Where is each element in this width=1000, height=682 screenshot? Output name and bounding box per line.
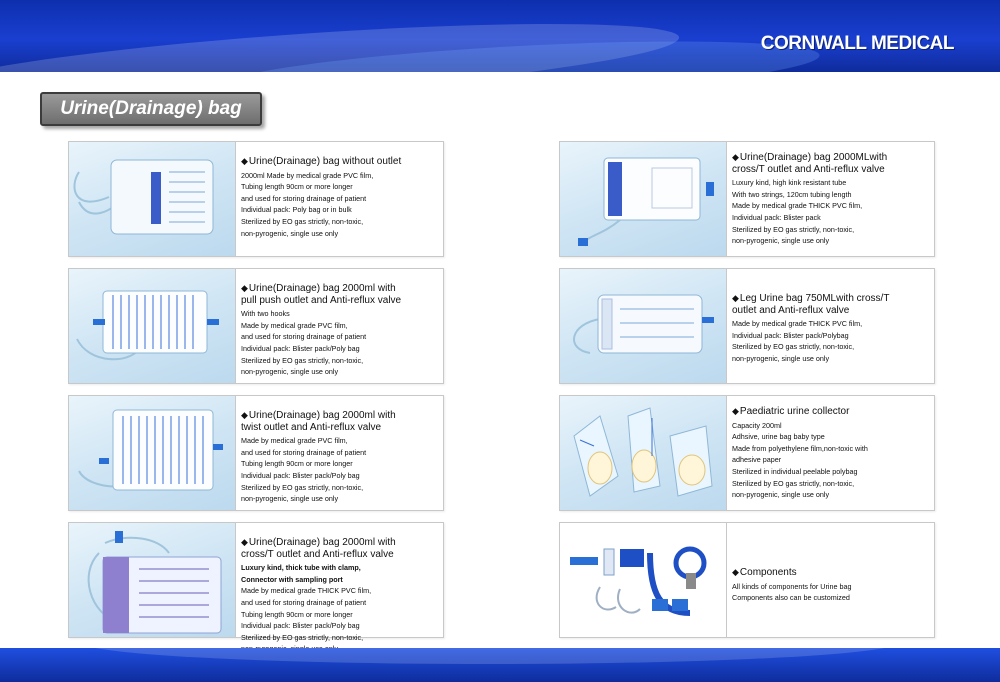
footer-band: [0, 648, 1000, 682]
spec-line: and used for storing drainage of patient: [241, 597, 367, 607]
product-image-leg-bag: [560, 269, 727, 383]
spec-line: Individual pack: Blister pack/Poly bag: [241, 470, 360, 480]
spec-line: Sterilized by EO gas strictly, non-toxic,: [732, 478, 855, 488]
spec-line: Made by medical grade THICK PVC film,: [732, 201, 863, 211]
spec-line: and used for storing drainage of patient: [241, 447, 367, 457]
section-title: Urine(Drainage) bag: [40, 92, 262, 126]
spec-line: Individual pack: Blister pack/Polybag: [732, 330, 849, 340]
product-image-paediatric-collector: [560, 396, 727, 510]
spec-line: Luxury kind, thick tube with clamp,: [241, 563, 361, 573]
header-band: [0, 0, 1000, 72]
spec-line: and used for storing drainage of patient: [241, 193, 367, 203]
spec-line: non-pyrogenic, single use only: [732, 236, 830, 246]
product-title: ◆Components: [732, 567, 797, 578]
spec-line: non-pyrogenic, single use only: [732, 353, 830, 363]
product-description: [732, 406, 930, 501]
spec-line: Made by medical grade PVC film,: [241, 436, 348, 446]
product-image-bag-twist-outlet: [69, 396, 236, 510]
spec-line: Individual pack: Blister pack/Poly bag: [241, 621, 360, 631]
product-image-bag-pull-push: [69, 269, 236, 383]
product-title: ◆Paediatric urine collector: [732, 406, 850, 417]
product-card-7: [559, 395, 935, 511]
product-description: [732, 293, 930, 365]
spec-line: Individual pack: Blister pack/Poly bag: [241, 343, 360, 353]
spec-line: Made by medical grade THICK PVC film,: [241, 586, 372, 596]
product-card-8: [559, 522, 935, 638]
spec-line: Adhsive, urine bag baby type: [732, 432, 825, 442]
spec-line: non-pyrogenic, single use only: [241, 494, 339, 504]
spec-line: non-pyrogenic, single use only: [241, 228, 339, 238]
spec-line: Sterilized by EO gas strictly, non-toxic,: [241, 216, 364, 226]
product-description: [241, 410, 439, 505]
product-title: ◆Urine(Drainage) bag 2000ml with cross/T outlet and Anti-reflux valve: [241, 537, 396, 560]
product-description: [241, 537, 439, 655]
spec-line: Capacity 200ml: [732, 420, 782, 430]
product-description: [241, 156, 439, 239]
spec-line: With two strings, 120cm tubing length: [732, 189, 852, 199]
spec-line: With two hooks: [241, 309, 290, 319]
product-image-components: [560, 523, 727, 637]
product-title: ◆Urine(Drainage) bag 2000MLwith cross/T outlet and Anti-reflux valve: [732, 152, 888, 175]
spec-line: Individual pack: Poly bag or in bulk: [241, 205, 352, 215]
spec-line: Luxury kind, high kink resistant tube: [732, 178, 847, 188]
product-card-4: [68, 522, 444, 642]
spec-line: adhesive paper: [732, 455, 782, 465]
spec-line: Made by medical grade THICK PVC film,: [732, 319, 863, 329]
product-card-6: [559, 268, 935, 384]
product-card-3: [68, 395, 444, 511]
product-title: ◆Urine(Drainage) bag 2000ml with twist outlet and Anti-reflux valve: [241, 410, 396, 433]
spec-line: Made from polyethylene film,non-toxic with: [732, 443, 868, 453]
spec-line: Individual pack: Blister pack: [732, 212, 821, 222]
spec-line: Sterilized by EO gas strictly, non-toxic,: [241, 482, 364, 492]
spec-line: non-pyrogenic, single use only: [241, 367, 339, 377]
product-title: ◆Leg Urine bag 750MLwith cross/T outlet and Anti-reflux valve: [732, 293, 890, 316]
product-card-2: [68, 268, 444, 384]
spec-line: Tubing length 90cm or more longer: [241, 459, 353, 469]
product-image-bag-2000ml-cross-t: [560, 142, 727, 256]
spec-line: and used for storing drainage of patient: [241, 332, 367, 342]
product-image-bag-no-outlet: [69, 142, 236, 256]
product-description: [732, 567, 930, 604]
spec-line: Made by medical grade PVC film,: [241, 320, 348, 330]
spec-line: Tubing length 90cm or more longer: [241, 182, 353, 192]
spec-line: Sterilized in individual peelable polybag: [732, 466, 858, 476]
spec-line: non-pyrogenic, single use only: [732, 490, 830, 500]
spec-line: Components also can be customized: [732, 593, 850, 603]
spec-line: Connector with sampling port: [241, 574, 343, 584]
spec-line: Sterilized by EO gas strictly, non-toxic,: [241, 355, 364, 365]
spec-line: 2000ml Made by medical grade PVC film,: [241, 170, 374, 180]
spec-line: Sterilized by EO gas strictly, non-toxic,: [732, 342, 855, 352]
product-card-1: [68, 141, 444, 257]
product-description: [732, 152, 930, 247]
spec-line: Sterilized by EO gas strictly, non-toxic,: [241, 632, 364, 642]
spec-line: Tubing length 90cm or more longer: [241, 609, 353, 619]
product-description: [241, 283, 439, 378]
spec-line: All kinds of components for Urine bag: [732, 581, 852, 591]
product-image-bag-cross-t: [69, 523, 236, 637]
footer-swoosh: [80, 648, 900, 664]
product-title: ◆Urine(Drainage) bag 2000ml with pull push outlet and Anti-reflux valve: [241, 283, 402, 306]
brand-logo-text: CORNWALL MEDICAL: [760, 33, 954, 54]
product-title: ◆Urine(Drainage) bag without outlet: [241, 156, 402, 167]
spec-line: Sterilized by EO gas strictly, non-toxic,: [732, 224, 855, 234]
product-card-5: [559, 141, 935, 257]
